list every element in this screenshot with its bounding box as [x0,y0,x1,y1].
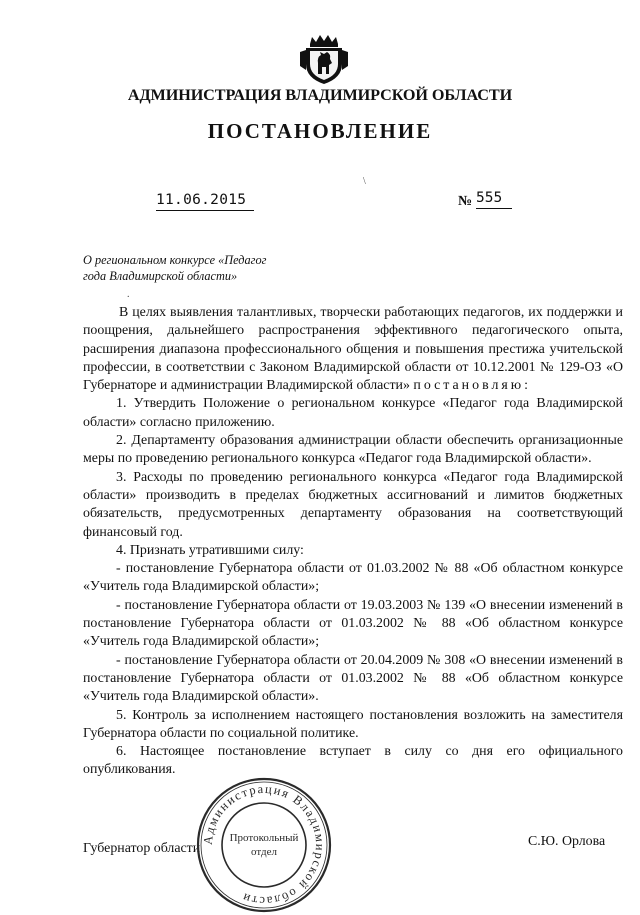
clause-3: 3. Расходы по проведению регионального конкурса «Педагог года Владимирской области» производить в пределах бюджетных ассигнований и лимитов бюджетных обязательств, предусмотренных департаменту образования на соответствующий финансовый год. [83,469,623,540]
document-subject [83,252,343,284]
clause-5: 5. Контроль за исполнением настоящего постановления возложить на заместителя Губернатора области по социальной политике. [83,707,623,741]
number-label: № [458,194,473,209]
coat-of-arms-icon [296,30,352,86]
subject-line: О региональном конкурсе «Педагог [83,253,267,267]
document-type: ПОСТАНОВЛЕНИЕ [207,119,433,143]
clause-4-subitem: - постановление Губернатора области от 19.03.2003 № 139 «О внесении изменений в постановление Губернатора области от 01.03.2002 № 88 «Об областном конкурсе «Учитель года Владимирской области»; [83,597,623,650]
document-date: 11.06.2015 [156,192,254,211]
scan-mark: . [127,289,130,300]
document-body [83,304,623,780]
stamp-ring-text: Администрация Владимирской области [200,781,328,909]
preamble-text: В целях выявления талантливых, творчески работающих педагогов, их поддержки и поощрения, дальнейшего распространения эффективного педагогического опыта, расширения диапазона профессионального общения и повышения престижа учительской профессии, в соответствии с Законом Владимирской области от 10.12.2001 № 129-ОЗ «О Губернаторе и администрации Владимирской области» [83,305,623,394]
official-stamp [190,775,338,915]
scan-mark: \ [363,176,366,187]
stamp-center-line: отдел [251,846,277,858]
preamble-paragraph [83,304,623,395]
clause-1: 1. Утвердить Положение о региональном конкурсе «Педагог года Владимирской области» согласно приложению. [83,396,623,430]
svg-text:Администрация Владимирской обл [201,782,327,908]
resolve-word: постановляю: [413,378,531,394]
clause-6: 6. Настоящее постановление вступает в силу со дня его официального опубликования. [83,744,623,778]
document-number: 555 [476,190,512,209]
signatory-name: С.Ю. Орлова [528,834,606,849]
clause-4-subitem: - постановление Губернатора области от 01.03.2002 № 88 «Об областном конкурсе «Учитель года Владимирской области»; [83,561,623,595]
clause-4: 4. Признать утратившими силу: [116,542,304,558]
clause-2: 2. Департаменту образования администрации области обеспечить организационные меры по проведению регионального конкурса «Педагог года Владимирской области». [83,433,623,467]
clause-4-subitem: - постановление Губернатора области от 20.04.2009 № 308 «О внесении изменений в постановление Губернатора области от 01.03.2002 № 88 «Об областном конкурсе «Учитель года Владимирской области». [83,652,623,705]
signatory-title: Губернатор области [83,841,201,856]
subject-line: года Владимирской области» [83,269,238,283]
stamp-center-line: Протокольный [229,832,299,844]
org-title: АДМИНИСТРАЦИЯ ВЛАДИМИРСКОЙ ОБЛАСТИ [127,86,513,104]
